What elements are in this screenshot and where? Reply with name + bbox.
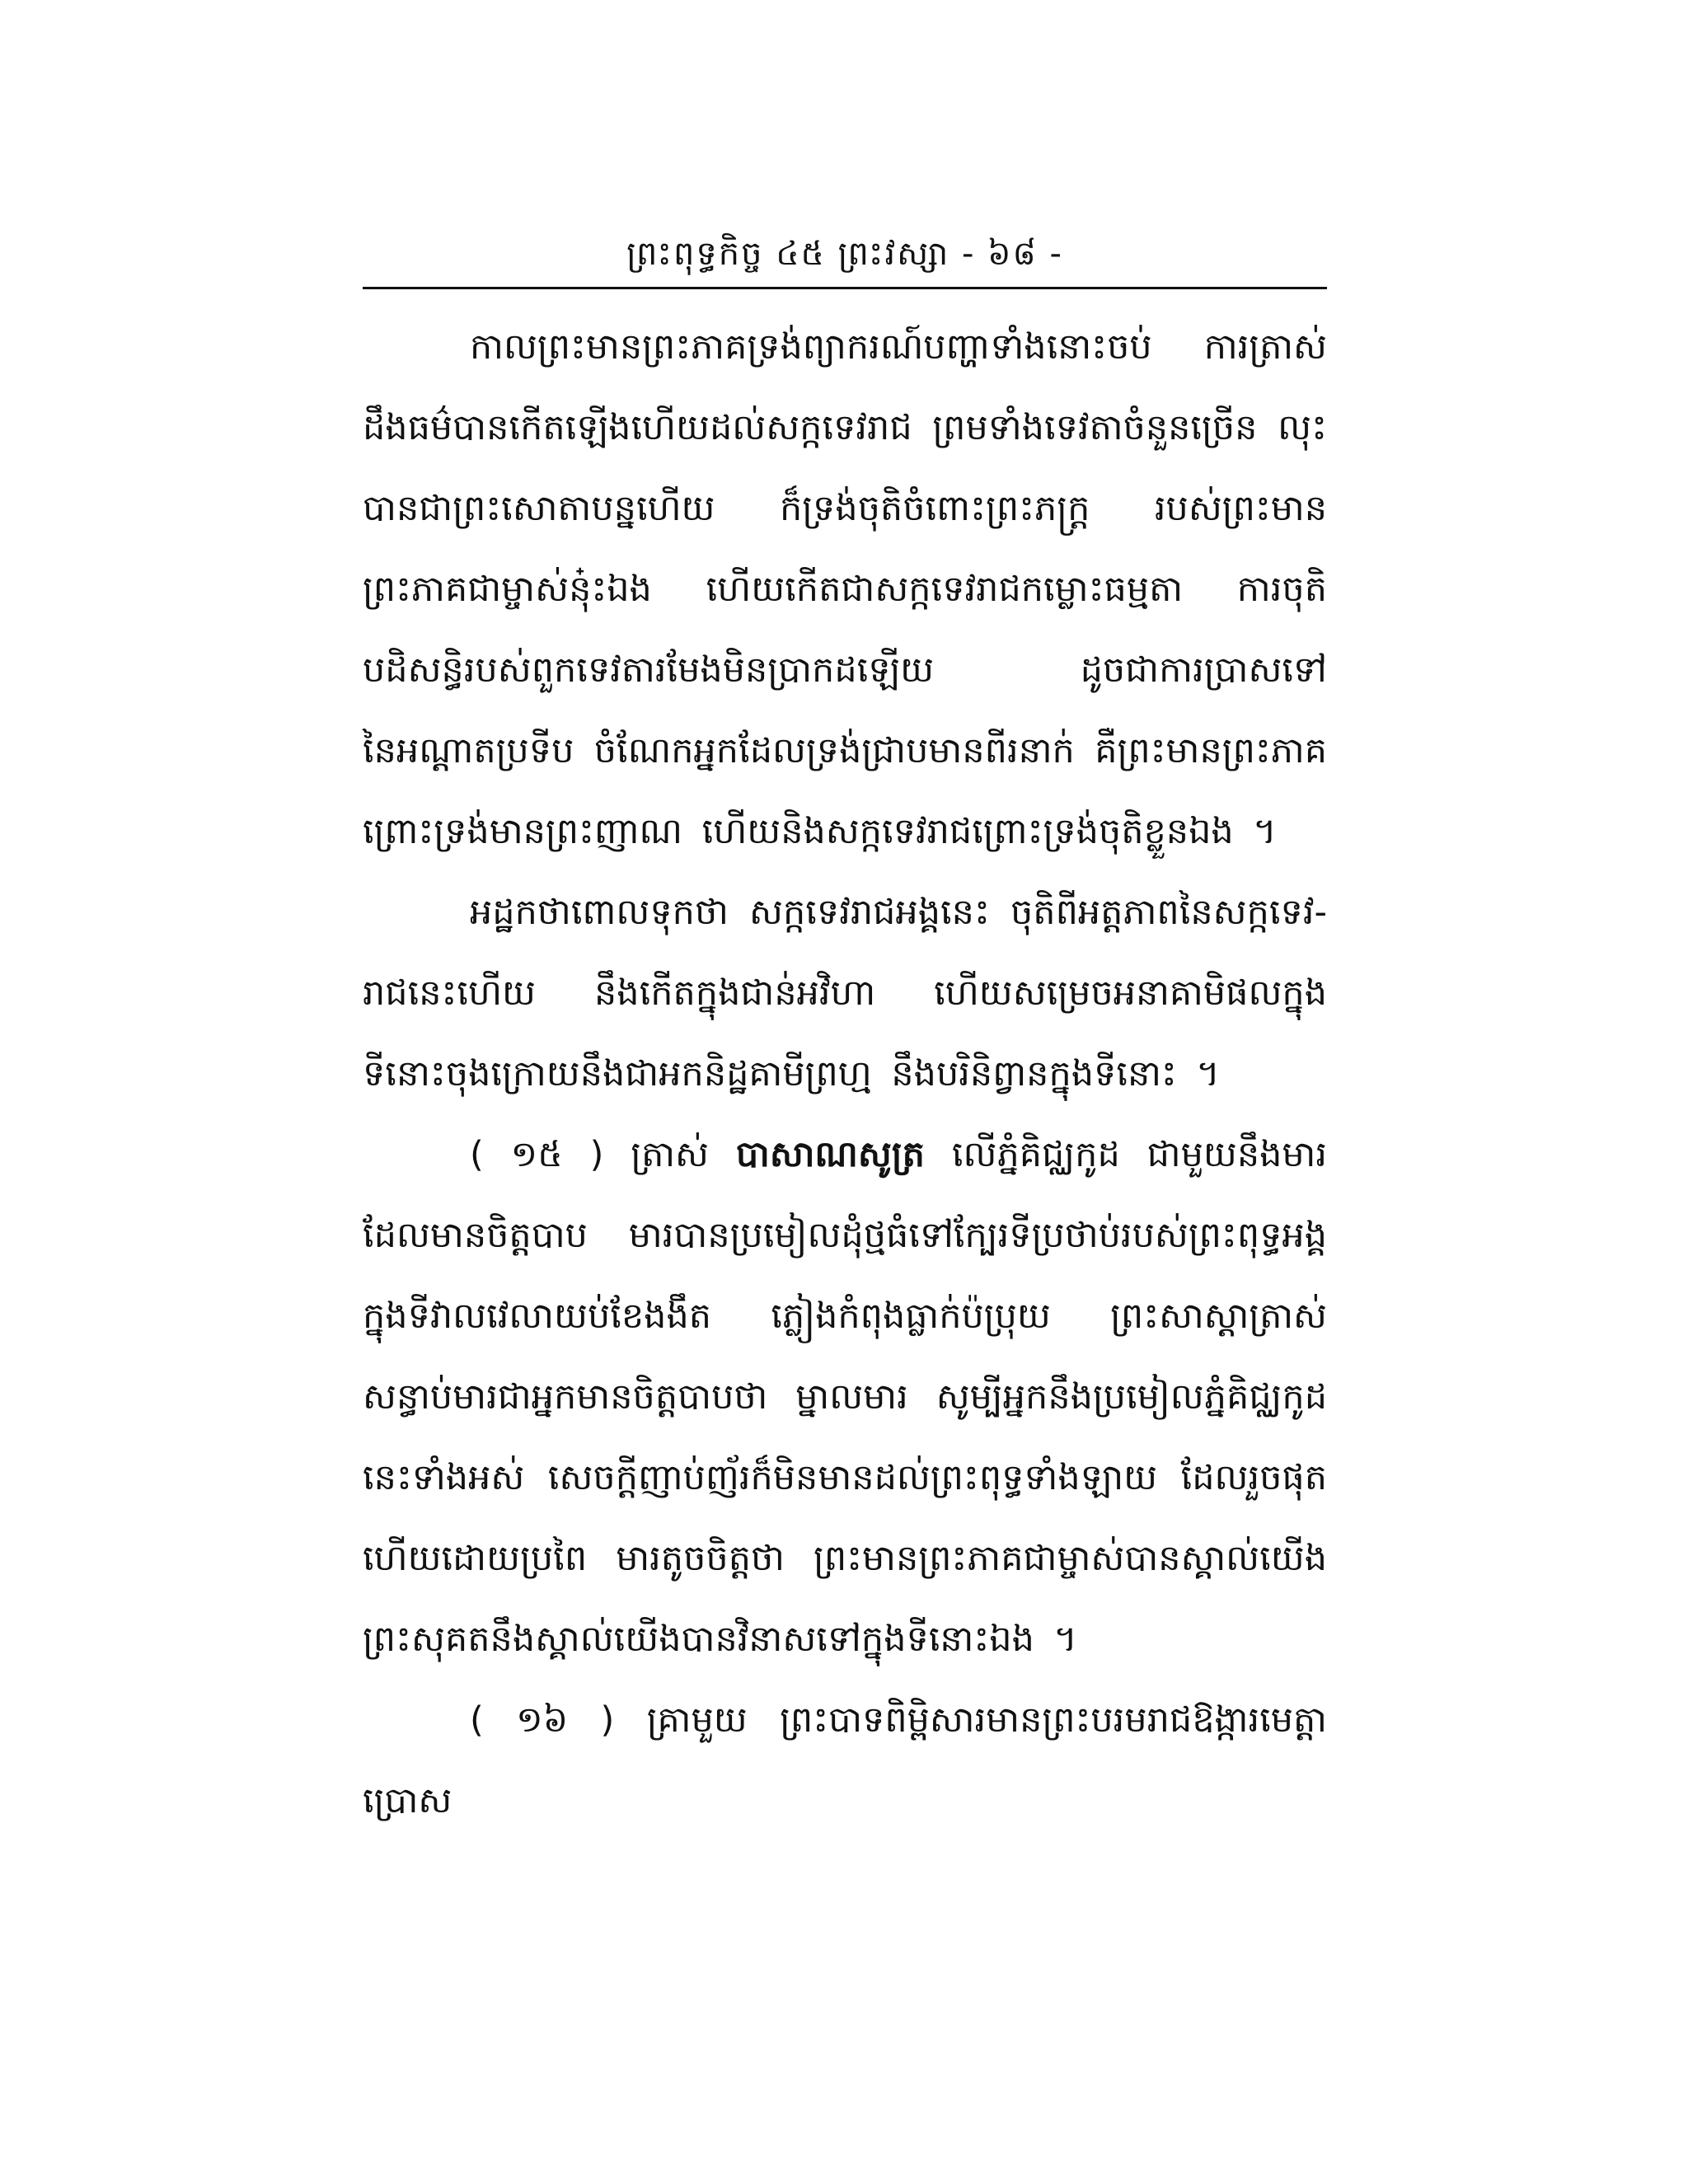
document-body [363,307,1327,1841]
paragraph-3 [363,1114,1327,1680]
paragraph-1-text: កាលព្រះមានព្រះភាគទ្រង់ព្យាករណ៍បញ្ហាទាំងនោះចប់ ការត្រាស់ដឹងធម៌បានកើតឡើងហើយដល់សក្កទេវរាជ ព្រមទាំងទេវតាចំនួនច្រើន លុះបានជាព្រះសោតាបន្នហើយ ក៏ទ្រង់ចុតិចំពោះព្រះភក្ត្រ របស់ព្រះមានព្រះភាគជាម្ចាស់នុ៎ះឯង ហើយកើតជាសក្កទេវរាជកម្លោះធម្មតា ការចុតិបដិសន្ធិរបស់ពួកទេវតារមែងមិនប្រាកដឡើយ ដូចជាការប្រាសទៅនៃអណ្តាតប្រទីប ចំណែកអ្នកដែលទ្រង់ជ្រាបមានពីរនាក់ គឺព្រះមានព្រះភាគ ព្រោះទ្រង់មានព្រះញាណ ហើយនិងសក្កទេវរាជព្រោះទ្រង់ចុតិខ្លួនឯង ។ [363,326,1327,852]
paragraph-2-text: អដ្ឋកថាពោលទុកថា សក្កទេវរាជអង្គនេះ ចុតិពីអត្តភាពនៃសក្កទេវ‐រាជនេះហើយ នឹងកើតក្នុងជាន់អវិហា ហើយសម្រេចអនាគាមិផលក្នុងទីនោះចុងក្រោយនឹងជាអកនិដ្ឋគាមីព្រហ្ម នឹងបរិនិព្វានក្នុងទីនោះ ។ [363,892,1327,1094]
paragraph-3-text: លើភ្នំគិជ្ឈកូដ ជាមួយនឹងមារដែលមានចិត្តបាប មារបានប្រមៀលដុំថ្មធំទៅក្បែរទីប្រថាប់របស់ព្រះពុទ្ធអង្គ ក្នុងទីវាលវេលាយប់ខែងងឹត ភ្លៀងកំពុងធ្លាក់ប៉ប្រុយ ព្រះសាស្តាត្រាស់សន្ធាប់មារជាអ្នកមានចិត្តបាបថា ម្នាលមារ សូម្បីអ្នកនឹងប្រមៀលភ្នំគិជ្ឈកូដនេះទាំងអស់ សេចក្តីញាប់ញ័រក៏មិនមានដល់ព្រះពុទ្ធទាំងឡាយ ដែលរួចផុតហើយដោយប្រពៃ មារតូចចិត្តថា ព្រះមានព្រះភាគជាម្ចាស់បានស្គាល់យើង ព្រះសុគតនឹងស្គាល់យើងបានវិនាសទៅក្នុងទីនោះឯង ។ [363,1134,1328,1660]
paragraph-2 [363,872,1327,1114]
paragraph-4-text: ( ១៦ ) គ្រាមួយ ព្រះបាទពិម្ពិសារមានព្រះបរមរាជឱង្ការមេត្តាប្រោស [363,1699,1327,1821]
running-header: ព្រះពុទ្ធកិច្ច ៤៥ ព្រះវស្សា ‐ ៦៨ ‐ [626,235,1063,273]
paragraph-4 [363,1680,1327,1841]
sutta-title: បាសាណសូត្រ [735,1134,925,1175]
header-divider [363,287,1327,289]
paragraph-1 [363,307,1327,872]
paragraph-3-lead: ( ១៥ ) ត្រាស់ [470,1134,736,1175]
